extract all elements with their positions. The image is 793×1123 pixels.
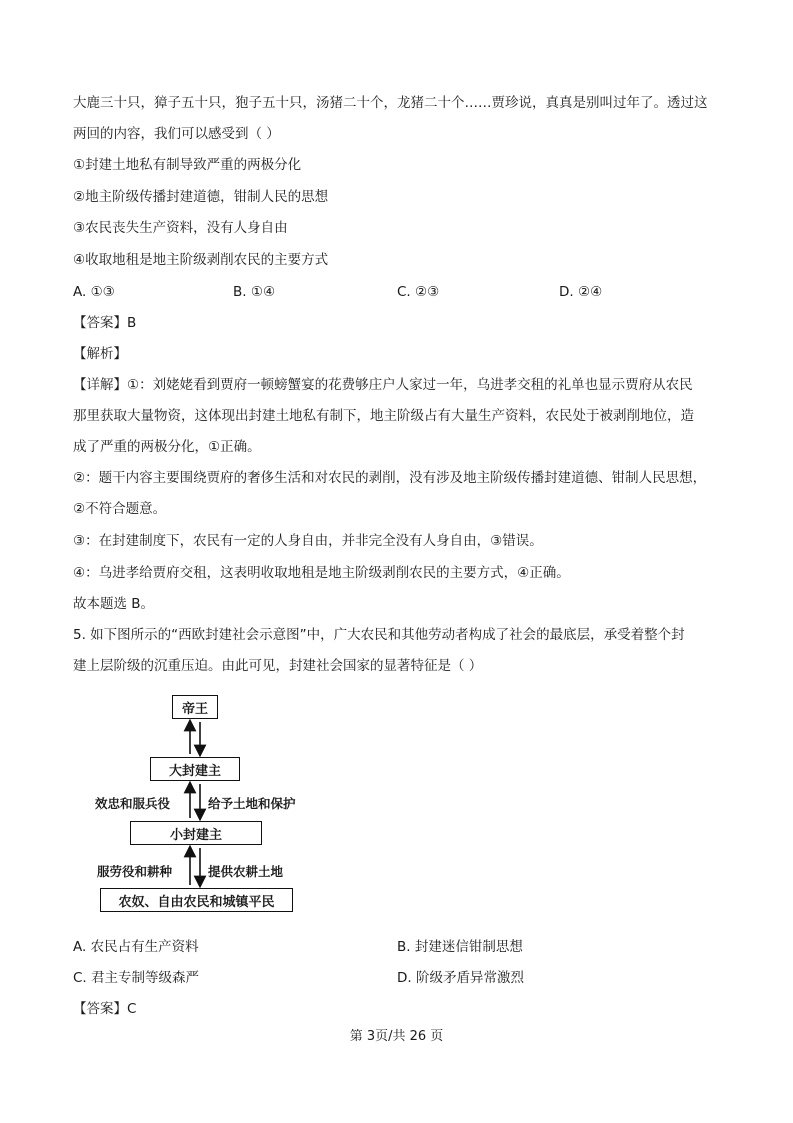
q5-option-c: C. 君主专制等级森严 (73, 970, 200, 986)
q5-option-a: A. 农民占有生产资料 (73, 939, 199, 955)
q4-option-a: A. ①③ (73, 284, 115, 300)
q4-statement-2: ②地主阶级传播封建道德，钳制人民的思想 (73, 189, 329, 205)
q4-statement-1: ①封建土地私有制导致严重的两极分化 (73, 157, 302, 173)
box-small-lord: 小封建主 (130, 821, 262, 845)
box-great-lord: 大封建主 (150, 757, 240, 781)
box-peasants: 农奴、自由农民和城镇平民 (100, 888, 293, 912)
q4-analysis-line-5: ②不符合题意。 (73, 501, 167, 517)
q4-statement-4: ④收取地租是地主阶级剥削农民的主要方式 (73, 252, 329, 268)
q4-analysis-line-8: 故本题选 B。 (73, 596, 155, 612)
q4-statement-3: ③农民丧失生产资料，没有人身自由 (73, 220, 288, 236)
q4-analysis-line-3: 成了严重的两极分化，①正确。 (73, 439, 261, 455)
page-number: 第 3页/共 26 页 (349, 1029, 444, 1044)
label-provide-farmland: 提供农耕土地 (208, 864, 284, 879)
label-labor-farming: 服劳役和耕种 (97, 864, 173, 879)
q5-answer: 【答案】C (73, 1001, 137, 1017)
q4-option-c: C. ②③ (397, 284, 440, 300)
q4-analysis-line-2: 那里获取大量物资，这体现出封建土地私有制下，地主阶级占有大量生产资料，农民处于被剥削地位，造 (73, 408, 694, 424)
feudal-society-diagram (95, 690, 315, 920)
q4-analysis-line-1: 【详解】①：刘姥姥看到贾府一顿螃蟹宴的花费够庄户人家过一年，乌进孝交租的礼单也显示贾府从农民 (73, 377, 693, 393)
q4-stem-line-2: 两回的内容，我们可以感受到（ ） (73, 126, 280, 142)
q4-analysis-line-4: ②：题干内容主要围绕贾府的奢侈生活和对农民的剥削，没有涉及地主阶级传播封建道德、钳制人民思想， (73, 470, 707, 486)
q4-analysis-line-7: ④：乌进孝给贾府交租，这表明收取地租是地主阶级剥削农民的主要方式，④正确。 (73, 565, 570, 581)
label-loyalty-military: 效忠和服兵役 (95, 796, 171, 811)
q4-option-b: B. ①④ (233, 284, 276, 300)
label-land-protection: 给予土地和保护 (208, 796, 296, 811)
q5-stem-line-1: 5. 如下图所示的“西欧封建社会示意图”中，广大农民和其他劳动者构成了社会的最底层，承受着整个封 (73, 627, 685, 643)
q4-analysis-label: 【解析】 (73, 346, 127, 362)
q4-option-d: D. ②④ (559, 284, 603, 300)
q4-analysis-line-6: ③：在封建制度下，农民有一定的人身自由，并非完全没有人身自由，③错误。 (73, 533, 543, 549)
q5-stem-line-2: 建上层阶级的沉重压迫。由此可见，封建社会国家的显著特征是（ ） (73, 658, 483, 674)
q5-option-d: D. 阶级矛盾异常激烈 (397, 970, 524, 986)
q4-answer: 【答案】B (73, 315, 137, 331)
q5-option-b: B. 封建迷信钳制思想 (397, 939, 523, 955)
box-emperor: 帝王 (172, 695, 218, 719)
q4-stem-line-1: 大鹿三十只，獐子五十只，狍子五十只，汤猪二十个，龙猪二十个……贾珍说，真真是别叫过年了。透过这 (73, 95, 708, 111)
